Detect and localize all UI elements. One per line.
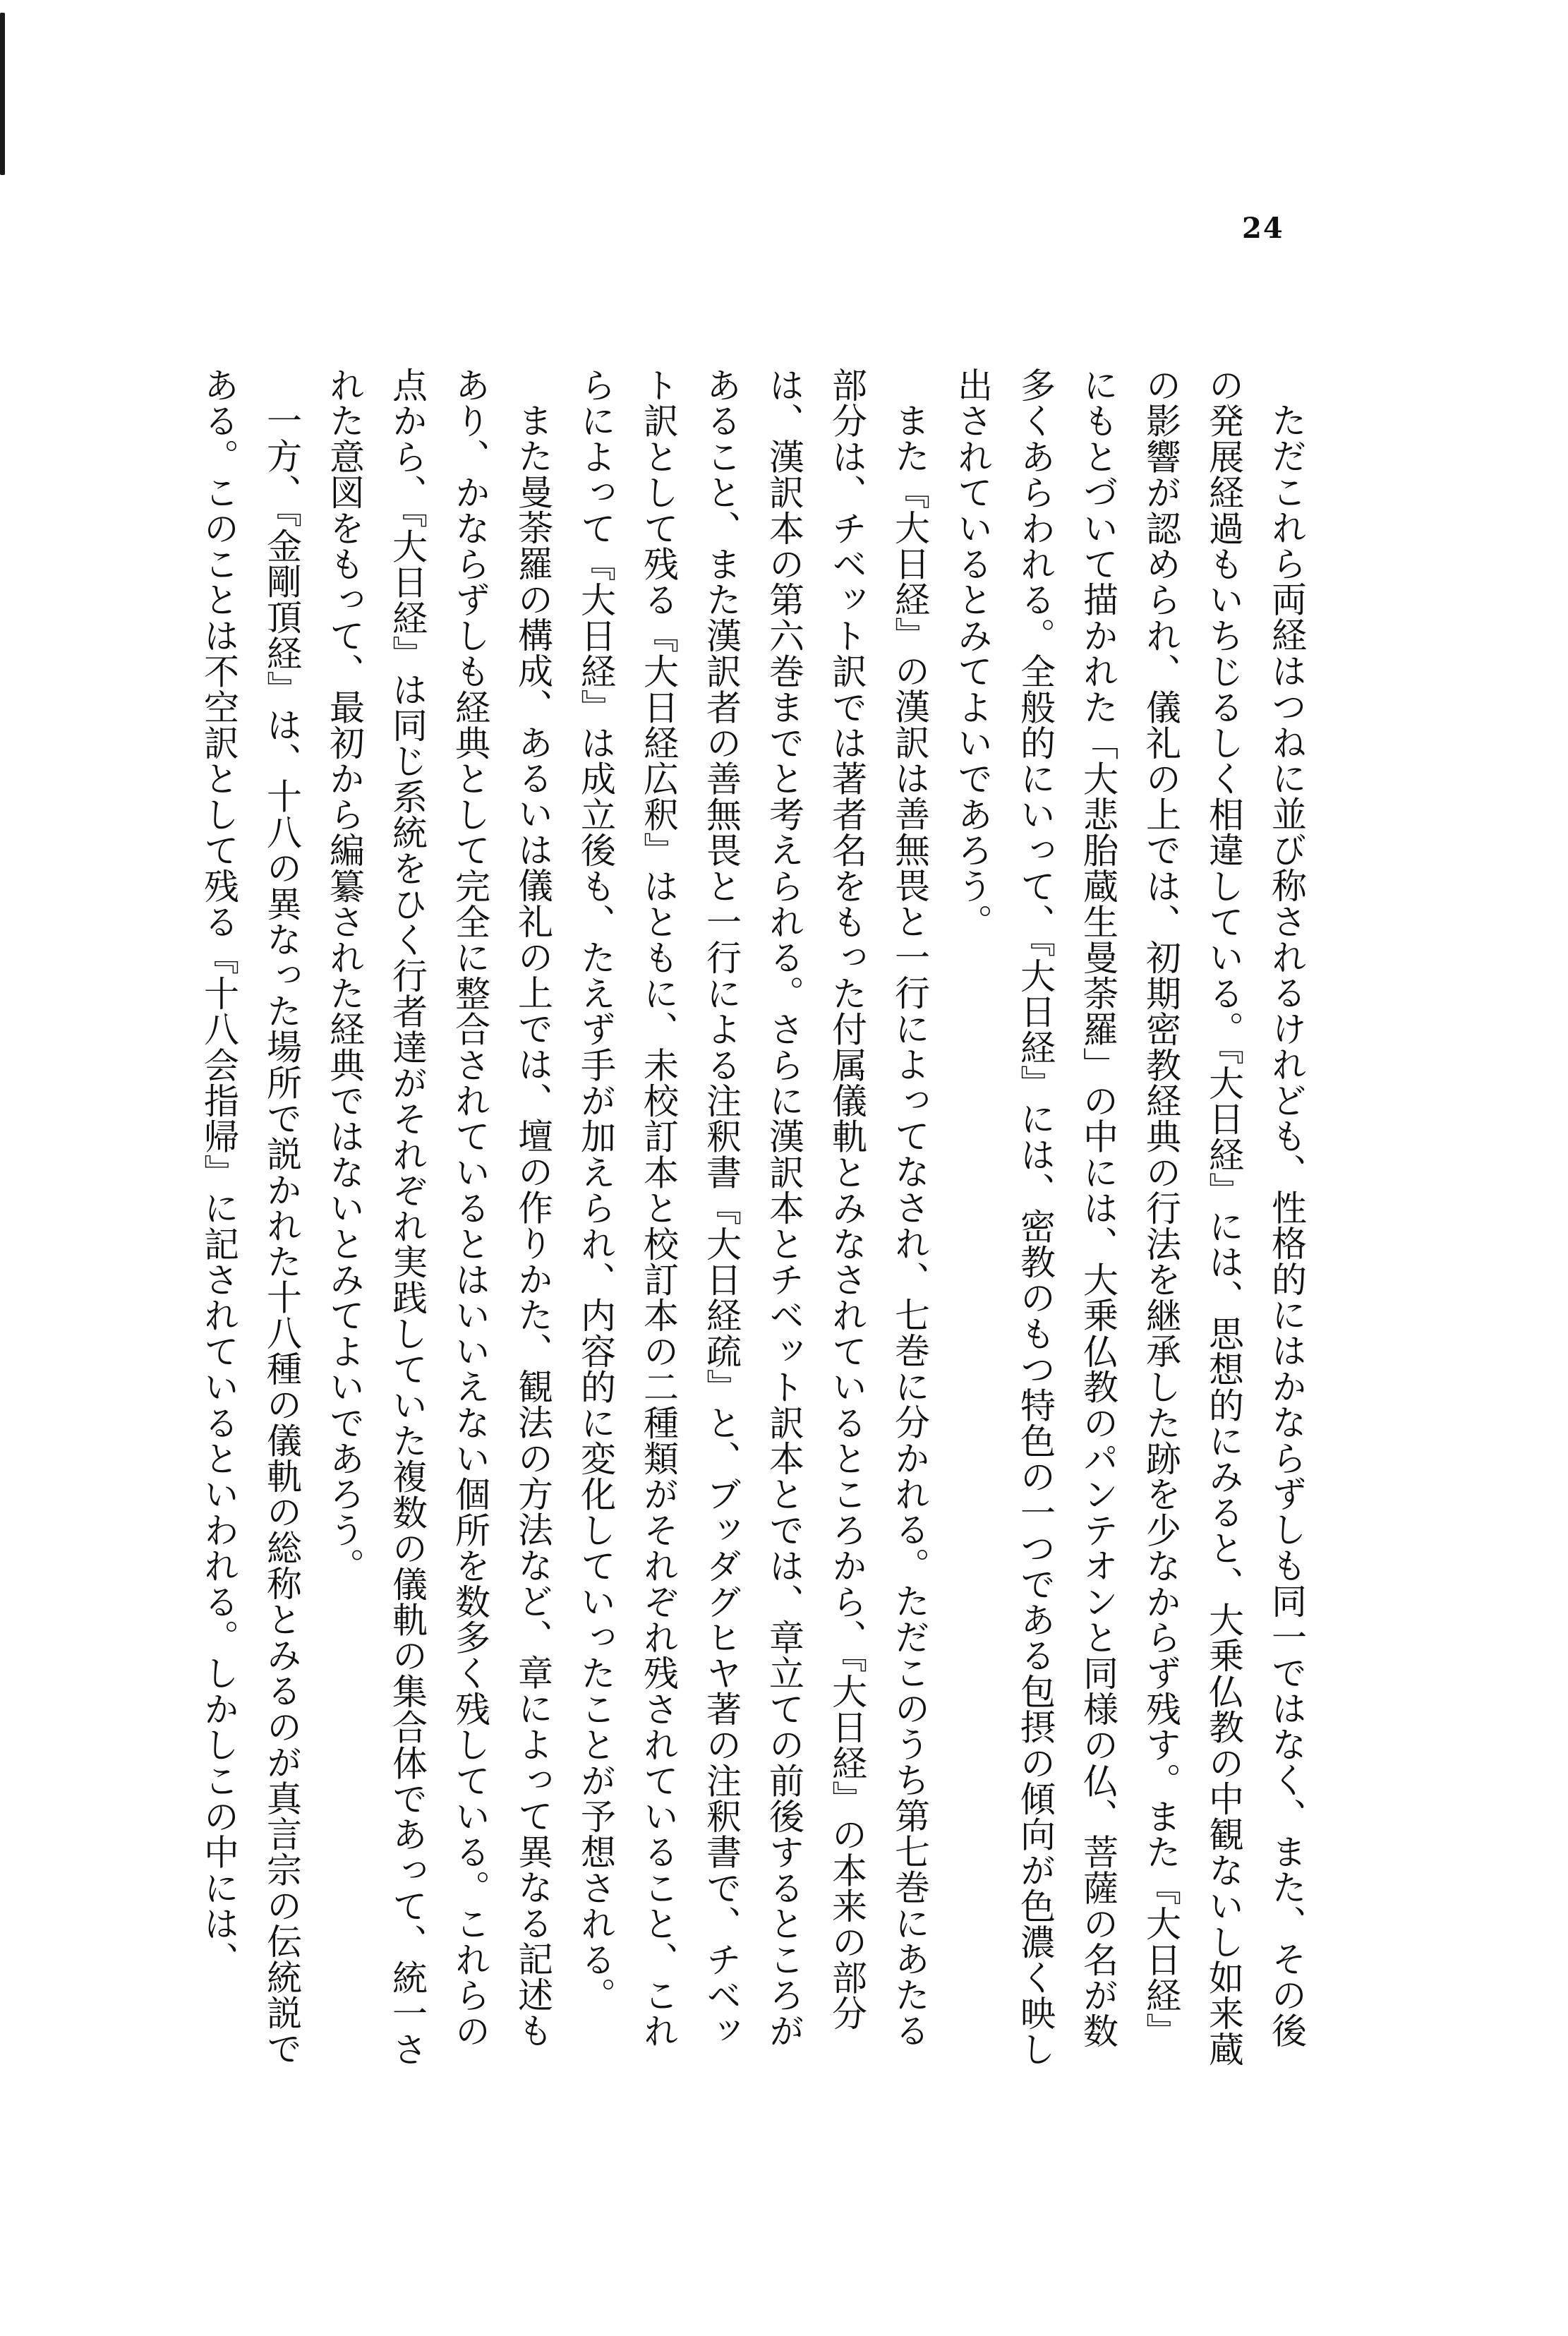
body-text — [83, 367, 1317, 2075]
paragraph-4: 一方、『金剛頂経』は、十八の異なった場所で説かれた十八種の儀軌の総称とみるのが真言宗の伝統説である。このことは不空訳として残る『十八会指帰』に記されているといわれる。しかしこの中には、 — [198, 367, 302, 2066]
paragraph-1: ただこれら両経はつねに並び称されるけれども、性格的にはかならずしも同一ではなく、また、その後の発展経過もいちじるしく相違している。『大日経』には、思想的にみると、大乗仏教の中観ないし如来蔵の影響が認められ、儀礼の上では、初期密教経典の行法を継承した跡を少なからず残す。また『大日経』にもとづいて描かれた「大悲胎蔵生曼荼羅」の中には、大乗仏教のパンテオンと同様の仏、菩薩の名が数多くあらわれる。全般的にいって、『大日経』には、密教のもつ特色の一つである包摂の傾向が色濃く映し出されているとみてよいであろう。 — [952, 367, 1307, 2067]
page-number: 24 — [1242, 212, 1284, 245]
paragraph-2: また『大日経』の漢訳は善無畏と一行によってなされ、七巻に分かれる。ただこのうち第七巻にあたる部分は、チベット訳では著者名をもった付属儀軌とみなされているところから、『大日経』の本来の部分は、漢訳本の第六巻までと考えられる。さらに漢訳本とチベット訳本とでは、章立ての前後するところがあること、また漢訳者の善無畏と一行による注釈書『大日経疏』と、ブッダグヒヤ著の注釈書で、チベット訳として残る『大日経広釈』はともに、未校訂本と校訂本の二種類がそれぞれ残されていること、これらによって『大日経』は成立後も、たえず手が加えられ、内容的に変化していったことが予想される。 — [575, 367, 930, 2049]
scan-edge-mark — [0, 13, 5, 175]
paragraph-3: また曼荼羅の構成、あるいは儀礼の上では、壇の作りかた、観法の方法など、章によって異なる記述もあり、かならずしも経典として完全に整合されているとはいいえない個所を数多く残している。これらの点から、『大日経』は同じ系統をひく行者達がそれぞれ実践していた複数の儀軌の集合体であって、統一された意図をもって、最初から編纂された経典ではないとみてよいであろう。 — [324, 367, 553, 2067]
